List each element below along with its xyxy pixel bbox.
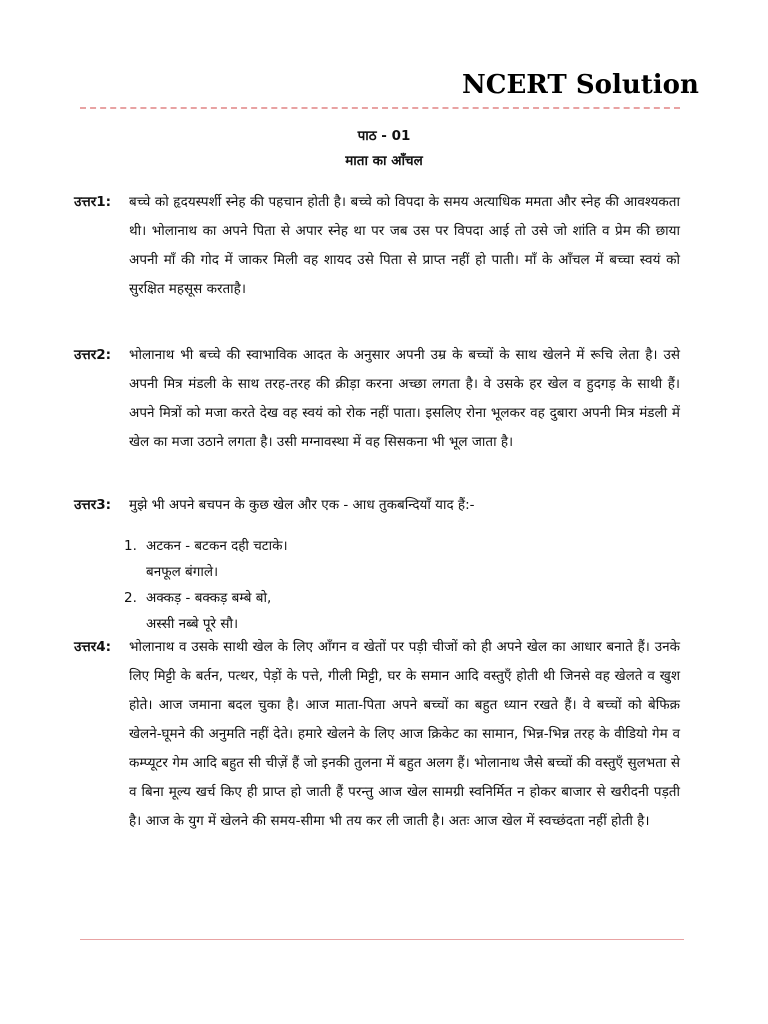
answer-text: बच्चे को हृदयस्पर्शी स्नेह की पहचान होती है। बच्चे को विपदा के समय अत्याधिक ममता और स्नेह की आवश्यकता थी। भोलानाथ का अपने पिता से अपार स्नेह था पर जब उस पर विपदा आई तो उसे जो शांति व प्रेम की छाया अपनी माँ की गोद में जाकर मिली वह शायद उसे पिता से प्राप्त नहीं हो पाती। माँ के आँचल में बच्चा स्वयं को सुरक्षित महसूस करताहै। [129,194,680,297]
rhyme-line: अक्कड़ - बक्कड़ बम्बे बो, [146,590,272,606]
answer-text: भोलानाथ व उसके साथी खेल के लिए आँगन व खेतों पर पड़ी चीजों को ही अपने खेल का आधार बनाते हैं। उनके लिए मिट्टी के बर्तन, पत्थर, पेड़ों के पत्ते, गीली मिट्टी, घर के समान आदि वस्तुएँ होती थी जिनसे वह खेलते व खुश होते। आज जमाना बदल चुका है। आज माता-पिता अपने बच्चों का बहुत ध्यान रखते हैं। वे बच्चों को बेफिक्र खेलने-घूमने की अनुमति नहीं देते। हमारे खेलने के लिए आज क्रिकेट का सामान, भिन्न-भिन्न तरह के वीडियो गेम व कम्प्यूटर गेम आदि बहुत सी चीज़ें हैं जो इनकी तुलना में बहुत अलग हैं। भोलानाथ जैसे बच्चों की वस्तुएँ सुलभता से व बिना मूल्य खर्च किए ही प्राप्त हो जाती हैं परन्तु आज खेल सामग्री स्वनिर्मित न होकर बाजार से खरीदनी पड़ती है। आज के युग में खेलने की समय-सीमा भी तय कर ली जाती है। अतः आज खेल में स्वच्छंदता नहीं होती है। [129,639,680,829]
answer-label: उत्तर1: [74,194,112,210]
rhyme-line: अस्सी नब्बे पूरे सौ। [146,616,239,632]
lesson-number: पाठ - 01 [357,128,411,144]
rhyme-list-item [124,533,288,585]
answer-block-1 [74,188,680,304]
answer-block-2 [74,341,680,457]
answer-label: उत्तर2: [74,347,112,363]
answer-text: भोलानाथ भी बच्चे की स्वाभाविक आदत के अनुसार अपनी उम्र के बच्चों के साथ खेलने में रूचि लेता है। उसे अपनी मित्र मंडली के साथ तरह-तरह की क्रीड़ा करना अच्छा लगता है। वे उसके हर खेल व हुदगड़ के साथी हैं। अपने मित्रों को मजा करते देख वह स्वयं को रोक नहीं पाता। इसलिए रोना भूलकर वह दुबारा अपनी मित्र मंडली में खेल का मजा उठाने लगता है। उसी मग्नावस्था में वह सिसकना भी भूल जाता है। [129,347,680,450]
footer-divider [80,939,684,940]
rhyme-list-item [124,585,271,637]
answer-text: मुझे भी अपने बचपन के कुछ खेल और एक - आध तुकबन्दियाँ याद हैं:- [129,497,475,513]
lesson-title: माता का आँचल [345,153,423,169]
page-header-title: NCERT Solution [462,70,699,100]
list-number: 2. [124,590,137,606]
answer-label: उत्तर4: [74,639,112,655]
answer-block-4 [74,633,680,836]
answer-block-3 [74,491,680,520]
header-divider [80,107,680,109]
answer-label: उत्तर3: [74,497,112,513]
rhyme-line: बनफूल बंगाले। [146,564,219,580]
rhyme-line: अटकन - बटकन दही चटाके। [146,538,288,554]
list-number: 1. [124,538,137,554]
